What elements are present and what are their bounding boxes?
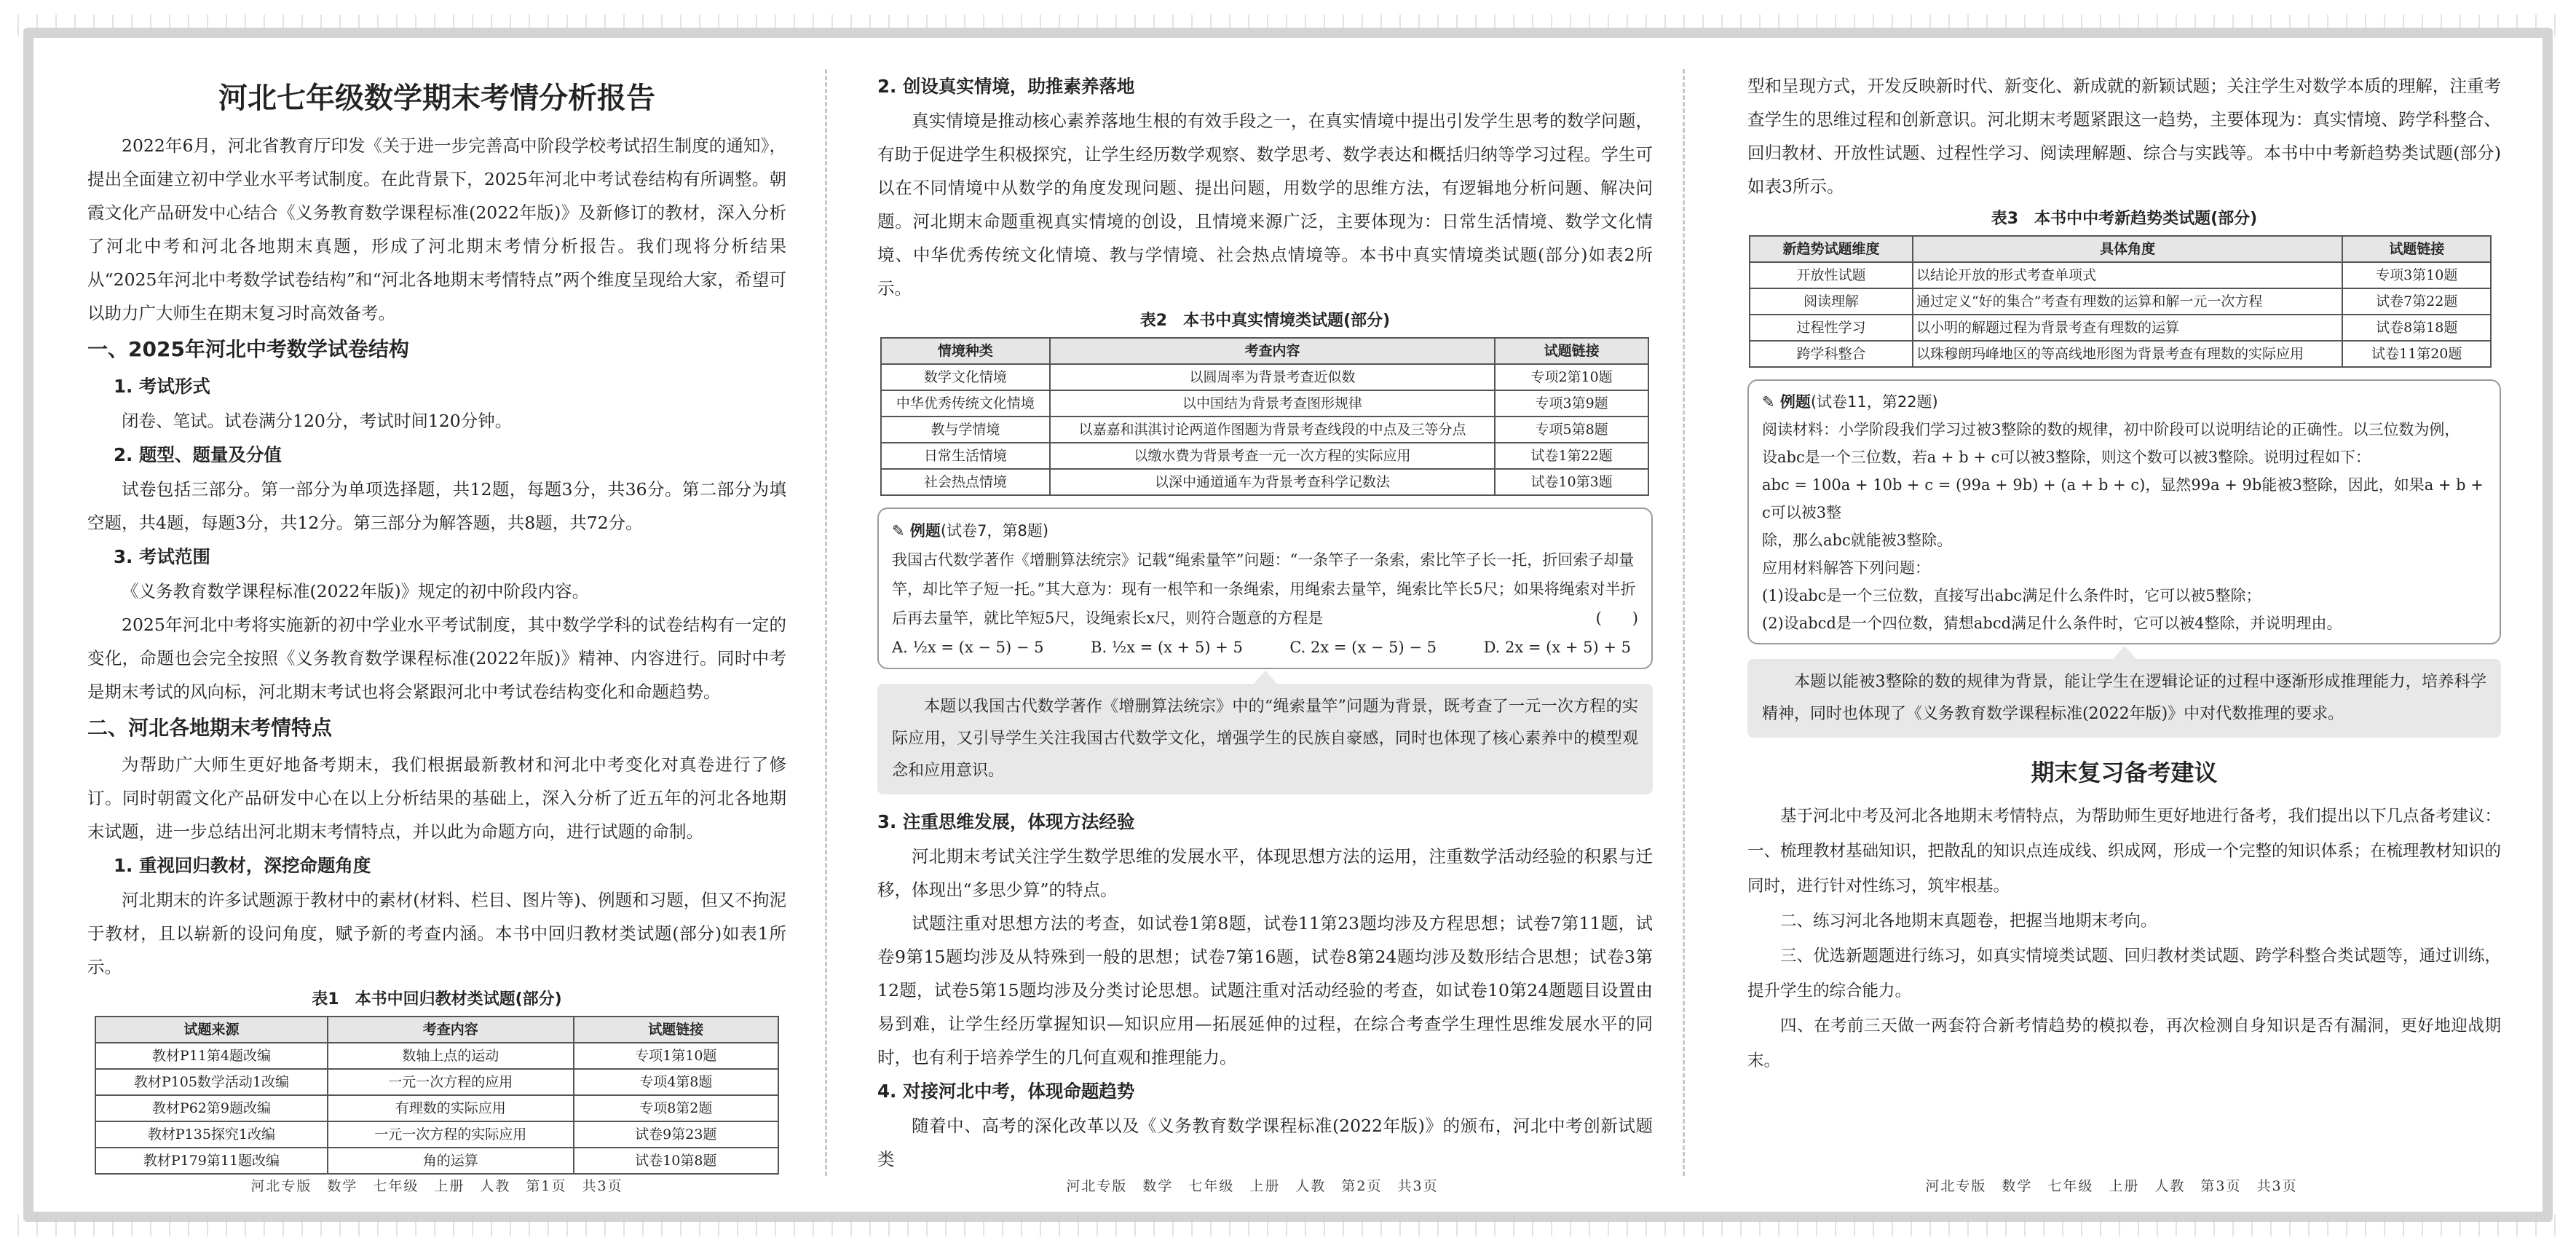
table-cell: 过程性学习 (1750, 315, 1913, 341)
table-1 (95, 1016, 779, 1175)
table-row (95, 1043, 778, 1069)
section-title: 期末复习备考建议 (2031, 759, 2218, 786)
table-cell: 以结论开放的形式考查单项式 (1913, 262, 2342, 288)
paragraph: 随着中、高考的深化改革以及《义务教育数学课程标准(2022年版)》的颁布，河北中考创新试题类 (877, 1116, 1653, 1169)
example-line: (1)设abc是一个三位数，直接写出abc满足什么条件时，它可以被5整除； (1762, 587, 2261, 604)
subsection-heading: 2. 题型、题量及分值 (114, 444, 282, 465)
section-heading: 二、河北各地期末考情特点 (87, 716, 333, 740)
suggestion-item: 三、优选新题题进行练习，如真实情境类试题、回归教材类试题、跨学科整合类试题等，通过训练，提升学生的综合能力。 (1747, 947, 2502, 1001)
paragraph: 试题注重对思想方法的考查，如试卷1第8题，试卷11第23题均涉及方程思想；试卷7第11题，试卷9第15题均涉及从特殊到一般的思想；试卷7第16题，试卷8第24题均涉及数形结合思想；试卷3第12题，试卷5第15题均涉及分类讨论思想。试题注重对活动经验的考查，如试卷10第24题题目设置由易到难，让学生经历掌握知识—知识应用—拓展延伸的过程，在综合考查学生理性思维发展水平的同时，也有利于培养学生的几何直观和推理能力。 (877, 913, 1653, 1068)
table-cell: 以缴水费为背景考查一元一次方程的实际应用 (1050, 443, 1495, 469)
example-label-text: 例题 (1779, 393, 1811, 411)
table-cell: 试卷1第22题 (1495, 443, 1648, 469)
table-cell: 专项2第10题 (1495, 364, 1648, 390)
table-header: 考查内容 (328, 1017, 574, 1043)
suggestion-item: 二、练习河北各地期末真题卷，把握当地期末考向。 (1780, 912, 2157, 931)
table-row (1750, 262, 2491, 288)
table-row (881, 443, 1648, 469)
table-cell: 教材P179第11题改编 (95, 1148, 328, 1174)
answer-bracket: ( ) (1595, 609, 1638, 627)
table-cell: 以深中通道通车为背景考查科学记数法 (1050, 469, 1495, 495)
table-cell: 教材P11第4题改编 (95, 1043, 328, 1069)
table-cell: 有理数的实际应用 (328, 1095, 574, 1121)
table-cell: 教材P135探究1改编 (95, 1121, 328, 1148)
example-options (892, 633, 1638, 662)
table-cell: 试卷10第8题 (574, 1148, 778, 1174)
table-cell: 一元一次方程的实际应用 (328, 1121, 574, 1148)
table-row (1750, 288, 2491, 315)
table-cell: 数学文化情境 (881, 364, 1050, 390)
table-header: 试题链接 (574, 1017, 778, 1043)
table-row (881, 364, 1648, 390)
table-caption: 表3 本书中中考新趋势类试题(部分) (1991, 210, 2258, 228)
paragraph: 试卷包括三部分。第一部分为单项选择题，共12题，每题3分，共36分。第二部分为填空题，共4题，每题3分，共12分。第三部分为解答题，共8题，共72分。 (87, 479, 786, 533)
table-header: 试题链接 (1495, 338, 1648, 364)
table-cell: 以圆周率为背景考查近似数 (1050, 364, 1495, 390)
example-analysis (877, 684, 1653, 794)
subsection-heading: 4. 对接河北中考，体现命题趋势 (877, 1081, 1135, 1102)
subsection-heading: 1. 重视回归教材，深挖命题角度 (114, 855, 371, 876)
table-cell: 以小明的解题过程为背景考查有理数的运算 (1913, 315, 2342, 341)
table-row (95, 1148, 778, 1174)
example-label (892, 522, 1048, 540)
table-row (1750, 315, 2491, 341)
decorative-border-bottom (17, 1215, 2559, 1236)
table-cell: 试卷8第18题 (2342, 315, 2491, 341)
table-cell: 专项5第8题 (1495, 417, 1648, 443)
option-b: B. ½x = (x + 5) + 5 (1091, 639, 1243, 656)
analysis-text: 本题以能被3整除的数的规律为背景，能让学生在逻辑论证的过程中逐渐形成推理能力，培养科学精神，同时也体现了《义务教育数学课程标准(2022年版)》中对代数推理的要求。 (1762, 673, 2486, 723)
paragraph: 《义务教育数学课程标准(2022年版)》规定的初中阶段内容。 (122, 581, 590, 601)
example-icon: ✎ (892, 522, 905, 540)
paragraph: 河北期末的许多试题源于教材中的素材(材料、栏目、图片等)、例题和习题，但又不拘泥于教材，且以崭新的设问角度，赋予新的考查内涵。本书中回归教材类试题(部分)如表1所示。 (87, 890, 786, 977)
example-icon: ✎ (1762, 393, 1775, 411)
table-row (95, 1069, 778, 1095)
table-cell: 以嘉嘉和淇淇讨论两道作图题为背景考查线段的中点及三等分点 (1050, 417, 1495, 443)
example-line: 应用材料解答下列问题： (1762, 559, 1930, 577)
table-cell: 开放性试题 (1750, 262, 1913, 288)
example-line: 设abc是一个三位数，若a + b + c可以被3整除，则这个数可以被3整除。说明过程如下： (1762, 449, 2371, 466)
page-footer: 河北专版 数学 七年级 上册 人教 第1页 共3页 (250, 1178, 623, 1194)
example-label-text: 例题 (909, 522, 941, 540)
table-cell: 以珠穆朗玛峰地区的等高线地形图为背景考查有理数的实际应用 (1913, 341, 2342, 367)
table-cell: 专项3第10题 (2342, 262, 2491, 288)
table-cell: 数轴上点的运动 (328, 1043, 574, 1069)
table-row (95, 1095, 778, 1121)
column-3 (1747, 69, 2501, 1176)
option-c: C. 2x = (x − 5) − 5 (1289, 639, 1437, 656)
analysis-text: 本题以我国古代数学著作《增删算法统宗》中的“绳索量竿”问题为背景，既考查了一元一次方程的实际应用，又引导学生关注我国古代数学文化，增强学生的民族自豪感，同时也体现了核心素养中的模型观念和应用意识。 (892, 698, 1638, 780)
example-box (1747, 379, 2501, 644)
paragraph: 2025年河北中考将实施新的初中学业水平考试制度，其中数学学科的试卷结构有一定的变化，命题也会完全按照《义务教育数学课程标准(2022年版)》精神、内容进行。同时中考是期末考试的风向标，河北期末考试也将会紧跟河北中考试卷结构变化和命题趋势。 (87, 615, 786, 702)
table-cell: 教与学情境 (881, 417, 1050, 443)
table-cell: 跨学科整合 (1750, 341, 1913, 367)
report-title: 河北七年级数学期末考情分析报告 (218, 82, 655, 115)
example-line: 除，那么abc就能被3整除。 (1762, 532, 1953, 549)
paragraph: 闭卷、笔试。试卷满分120分，考试时间120分钟。 (122, 411, 513, 431)
paragraph: 基于河北中考及河北各地期末考情特点，为帮助师生更好地进行备考，我们提出以下几点备考建议： (1780, 807, 2502, 826)
suggestion-item: 四、在考前三天做一两套符合新考情趋势的模拟卷，再次检测自身知识是否有漏洞，更好地迎战期末。 (1747, 1017, 2501, 1070)
table-cell: 试卷11第20题 (2342, 341, 2491, 367)
example-question (892, 545, 1638, 633)
paragraph: 型和呈现方式，开发反映新时代、新变化、新成就的新颖试题；关注学生对数学本质的理解，注重考查学生的思维过程和创新意识。河北期末考题紧跟这一趋势，主要体现为：真实情境、跨学科整合、回归教材、开放性试题、过程性学习、阅读理解题、综合与实践等。本书中中考新趋势类试题(部分)如表3所示。 (1747, 76, 2501, 197)
table-cell: 角的运算 (328, 1148, 574, 1174)
table-2 (880, 337, 1649, 496)
table-cell: 专项4第8题 (574, 1069, 778, 1095)
table-header: 试题链接 (2342, 236, 2491, 262)
table-cell: 专项8第2题 (574, 1095, 778, 1121)
page-footer: 河北专版 数学 七年级 上册 人教 第2页 共3页 (1066, 1178, 1439, 1194)
subsection-heading: 3. 考试范围 (114, 546, 210, 567)
table-header: 情境种类 (881, 338, 1050, 364)
example-box (877, 508, 1653, 669)
column-2 (877, 69, 1653, 1176)
table-cell: 专项1第10题 (574, 1043, 778, 1069)
example-label (1762, 393, 1938, 411)
subsection-heading: 3. 注重思维发展，体现方法经验 (877, 811, 1135, 832)
table-header: 试题来源 (95, 1017, 328, 1043)
example-line: abc = 100a + 10b + c = (99a + 9b) + (a + b + c)，显然99a + 9b能被3整除，因此，如果a + b + c可以被3整 (1762, 476, 2484, 521)
suggestion-item: 一、梳理教材基础知识，把散乱的知识点连成线、织成网，形成一个完整的知识体系；在梳理教材知识的同时，进行针对性练习，筑牢根基。 (1747, 842, 2502, 896)
option-a: A. ½x = (x − 5) − 5 (892, 639, 1044, 656)
table-cell: 阅读理解 (1750, 288, 1913, 315)
table-cell: 一元一次方程的应用 (328, 1069, 574, 1095)
column-divider (825, 69, 827, 1176)
table-cell: 试卷10第3题 (1495, 469, 1648, 495)
table-cell: 社会热点情境 (881, 469, 1050, 495)
table-row (881, 417, 1648, 443)
table-cell: 试卷7第22题 (2342, 288, 2491, 315)
example-line: 阅读材料：小学阶段我们学习过被3整除的数的规律，初中阶段可以说明结论的正确性。以三位数为例， (1762, 421, 2460, 438)
column-1 (87, 69, 786, 1176)
example-line: (2)设abcd是一个四位数，猜想abcd满足什么条件时，它可以被4整除，并说明理由。 (1762, 615, 2342, 632)
table-cell: 教材P105数学活动1改编 (95, 1069, 328, 1095)
table-row (881, 390, 1648, 417)
table-cell: 中华优秀传统文化情境 (881, 390, 1050, 417)
subsection-heading: 2. 创设真实情境，助推素养落地 (877, 76, 1135, 97)
paragraph: 真实情境是推动核心素养落地生根的有效手段之一，在真实情境中提出引发学生思考的数学问题，有助于促进学生积极探究，让学生经历数学观察、数学思考、数学表达和概括归纳等学习过程。学生可以在不同情境中从数学的角度发现问题、提出问题，用数学的思维方法，有逻辑地分析问题、解决问题。河北期末命题重视真实情境的创设，且情境来源广泛，主要体现为：日常生活情境、数学文化情境、中华优秀传统文化情境、教与学情境、社会热点情境等。本书中真实情境类试题(部分)如表2所示。 (877, 111, 1653, 299)
column-divider (1683, 69, 1685, 1176)
example-source: (试卷11，第22题) (1810, 393, 1938, 411)
paragraph: 为帮助广大师生更好地备考期末，我们根据最新教材和河北中考变化对真卷进行了修订。同时朝霞文化产品研发中心在以上分析结果的基础上，深入分析了近五年的河北各地期末试题，进一步总结出河北期末考情特点，并以此为命题方向，进行试题的命制。 (87, 754, 786, 842)
table-caption: 表2 本书中真实情境类试题(部分) (1139, 312, 1391, 330)
table-cell: 日常生活情境 (881, 443, 1050, 469)
table-cell: 试卷9第23题 (574, 1121, 778, 1148)
table-row (881, 469, 1648, 495)
table-row (95, 1121, 778, 1148)
table-header: 新趋势试题维度 (1750, 236, 1913, 262)
example-source: (试卷7，第8题) (940, 522, 1049, 540)
example-text: 我国古代数学著作《增删算法统宗》记载“绳索量竿”问题：“一条竿子一条索，索比竿子长一托，折回索子却量竿，却比竿子短一托。”其大意为：现有一根竿和一条绳索，用绳索去量竿，绳索比竿长5尺；如果将绳索对半折后再去量竿，就比竿短5尺，设绳索长x尺，则符合题意的方程是 (892, 551, 1636, 627)
table-header: 具体角度 (1913, 236, 2342, 262)
page-footer: 河北专版 数学 七年级 上册 人教 第3页 共3页 (1925, 1178, 2298, 1194)
section-heading: 一、2025年河北中考数学试卷结构 (87, 337, 409, 361)
table-3 (1749, 235, 2492, 368)
subsection-heading: 1. 考试形式 (114, 376, 210, 397)
table-cell: 专项3第9题 (1495, 390, 1648, 417)
example-analysis (1747, 659, 2501, 738)
table-caption: 表1 本书中回归教材类试题(部分) (312, 990, 562, 1009)
intro-paragraph: 2022年6月，河北省教育厅印发《关于进一步完善高中阶段学校考试招生制度的通知》，提出全面建立初中学业水平考试制度。在此背景下，2025年河北中考试卷结构有所调整。朝霞文化产品研发中心结合《义务教育数学课程标准(2022年版)》及新修订的教材，深入分析了河北中考和河北各地期末真题，形成了河北期末考情分析报告。我们现将分析结果从“2025年河北中考数学试卷结构”和“河北各地期末考情特点”两个维度呈现给大家，希望可以助力广大师生在期末复习时高效备考。 (87, 135, 786, 323)
table-cell: 以中国结为背景考查图形规律 (1050, 390, 1495, 417)
table-cell: 通过定义“好的集合”考查有理数的运算和解一元一次方程 (1913, 288, 2342, 315)
table-header: 考查内容 (1050, 338, 1495, 364)
option-d: D. 2x = (x + 5) + 5 (1483, 639, 1631, 656)
paragraph: 河北期末考试关注学生数学思维的发展水平，体现思想方法的运用，注重数学活动经验的积累与迁移，体现出“多思少算”的特点。 (877, 846, 1653, 900)
table-row (1750, 341, 2491, 367)
table-cell: 教材P62第9题改编 (95, 1095, 328, 1121)
